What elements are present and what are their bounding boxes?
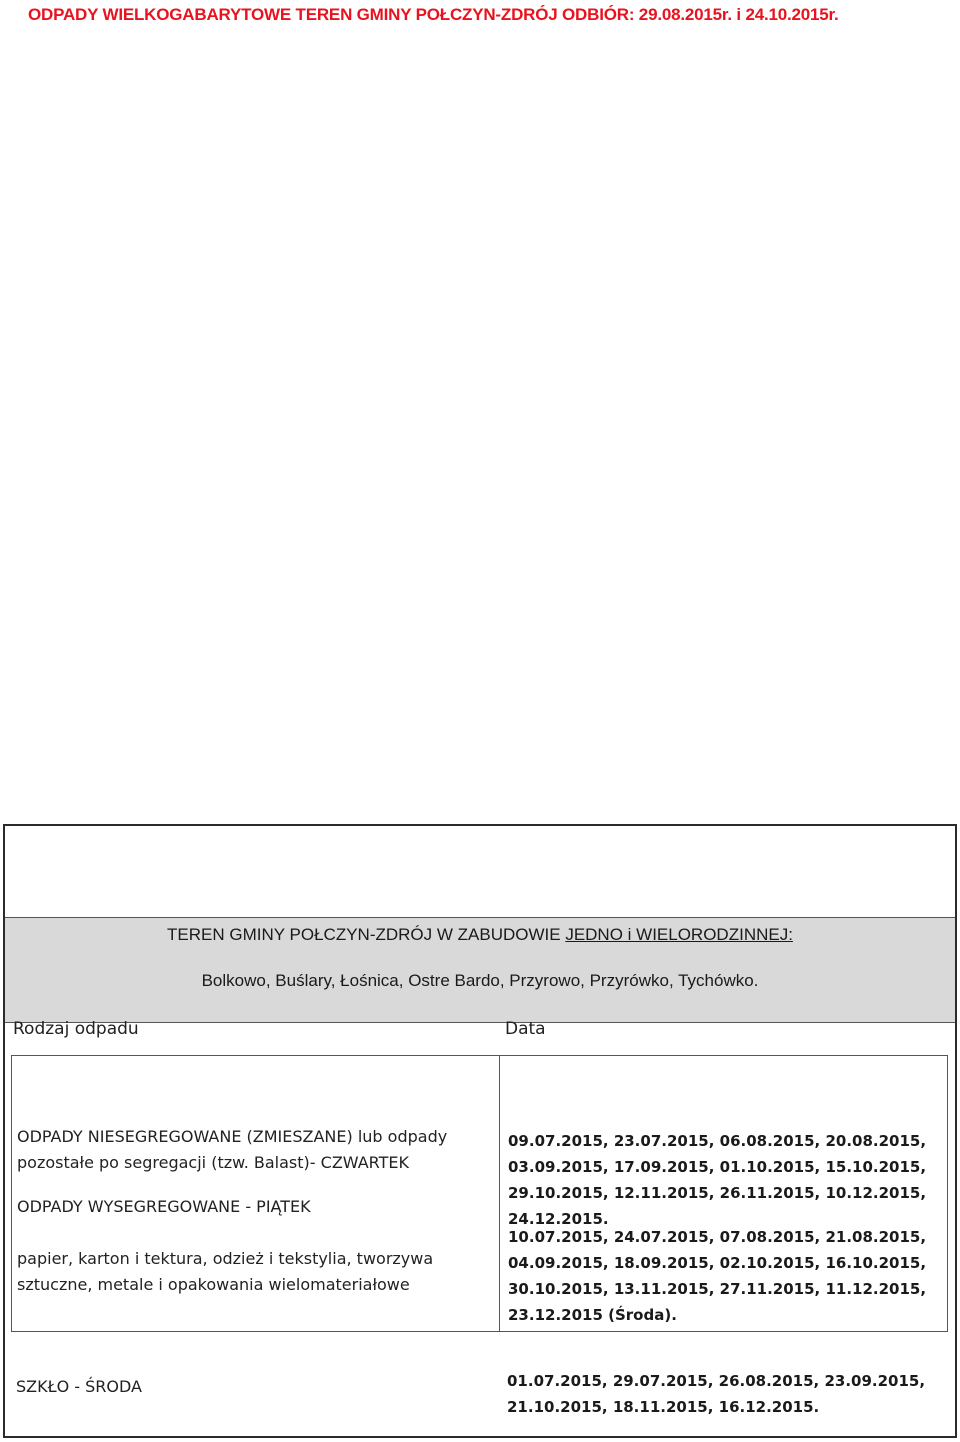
page-title: ODPADY WIELKOGABARYTOWE TEREN GMINY POŁCZYN-ZDRÓJ ODBIÓR: 29.08.2015r. i 24.10.2015r. [28,5,839,24]
area-title-prefix: TEREN GMINY POŁCZYN-ZDRÓJ W ZABUDOWIE [167,925,566,944]
column-header-waste-type: Rodzaj odpadu [13,1019,139,1039]
segregated-waste-materials: papier, karton i tektura, odzież i tekstylia, tworzywa sztuczne, metale i opakowania wielomateriałowe [17,1249,434,1294]
segregated-waste-label: ODPADY WYSEGREGOWANE - PIĄTEK [17,1197,311,1216]
glass-dates: 01.07.2015, 29.07.2015, 26.08.2015, 23.09.2015, 21.10.2015, 18.11.2015, 16.12.2015. [507,1372,926,1416]
mixed-waste-label: ODPADY NIESEGREGOWANE (ZMIESZANE) lub odpady pozostałe po segregacji (tzw. Balast)- CZWARTEK [17,1127,448,1172]
blank-row [5,826,955,917]
villages-list: Bolkowo, Buślary, Łośnica, Ostre Bardo, Przyrowo, Przyrówko, Tychówko. [201,971,759,990]
glass-label: SZKŁO - ŚRODA [16,1377,142,1396]
glass-row [11,1338,949,1430]
area-title [5,925,955,945]
waste-rows [11,1055,948,1332]
area-title-underlined: JEDNO i WIELORODZINNEJ: [565,925,793,944]
column-divider [499,1056,500,1331]
column-header-date: Data [505,1019,546,1039]
mixed-waste-dates: 09.07.2015, 23.07.2015, 06.08.2015, 20.08.2015, 03.09.2015, 17.09.2015, 01.10.2015, 15.10.2015, 29.10.2015, 12.11.2015, 26.11.2015, 10.12.2015, 24.12.2015. [508,1132,927,1228]
segregated-waste-dates: 10.07.2015, 24.07.2015, 07.08.2015, 21.08.2015, 04.09.2015, 18.09.2015, 02.10.2015, 16.10.2015, 30.10.2015, 13.11.2015, 27.11.2015, 11.12.2015, 23.12.2015 (Środa). [508,1228,927,1324]
schedule-table [3,824,957,1438]
area-header [5,917,955,1023]
